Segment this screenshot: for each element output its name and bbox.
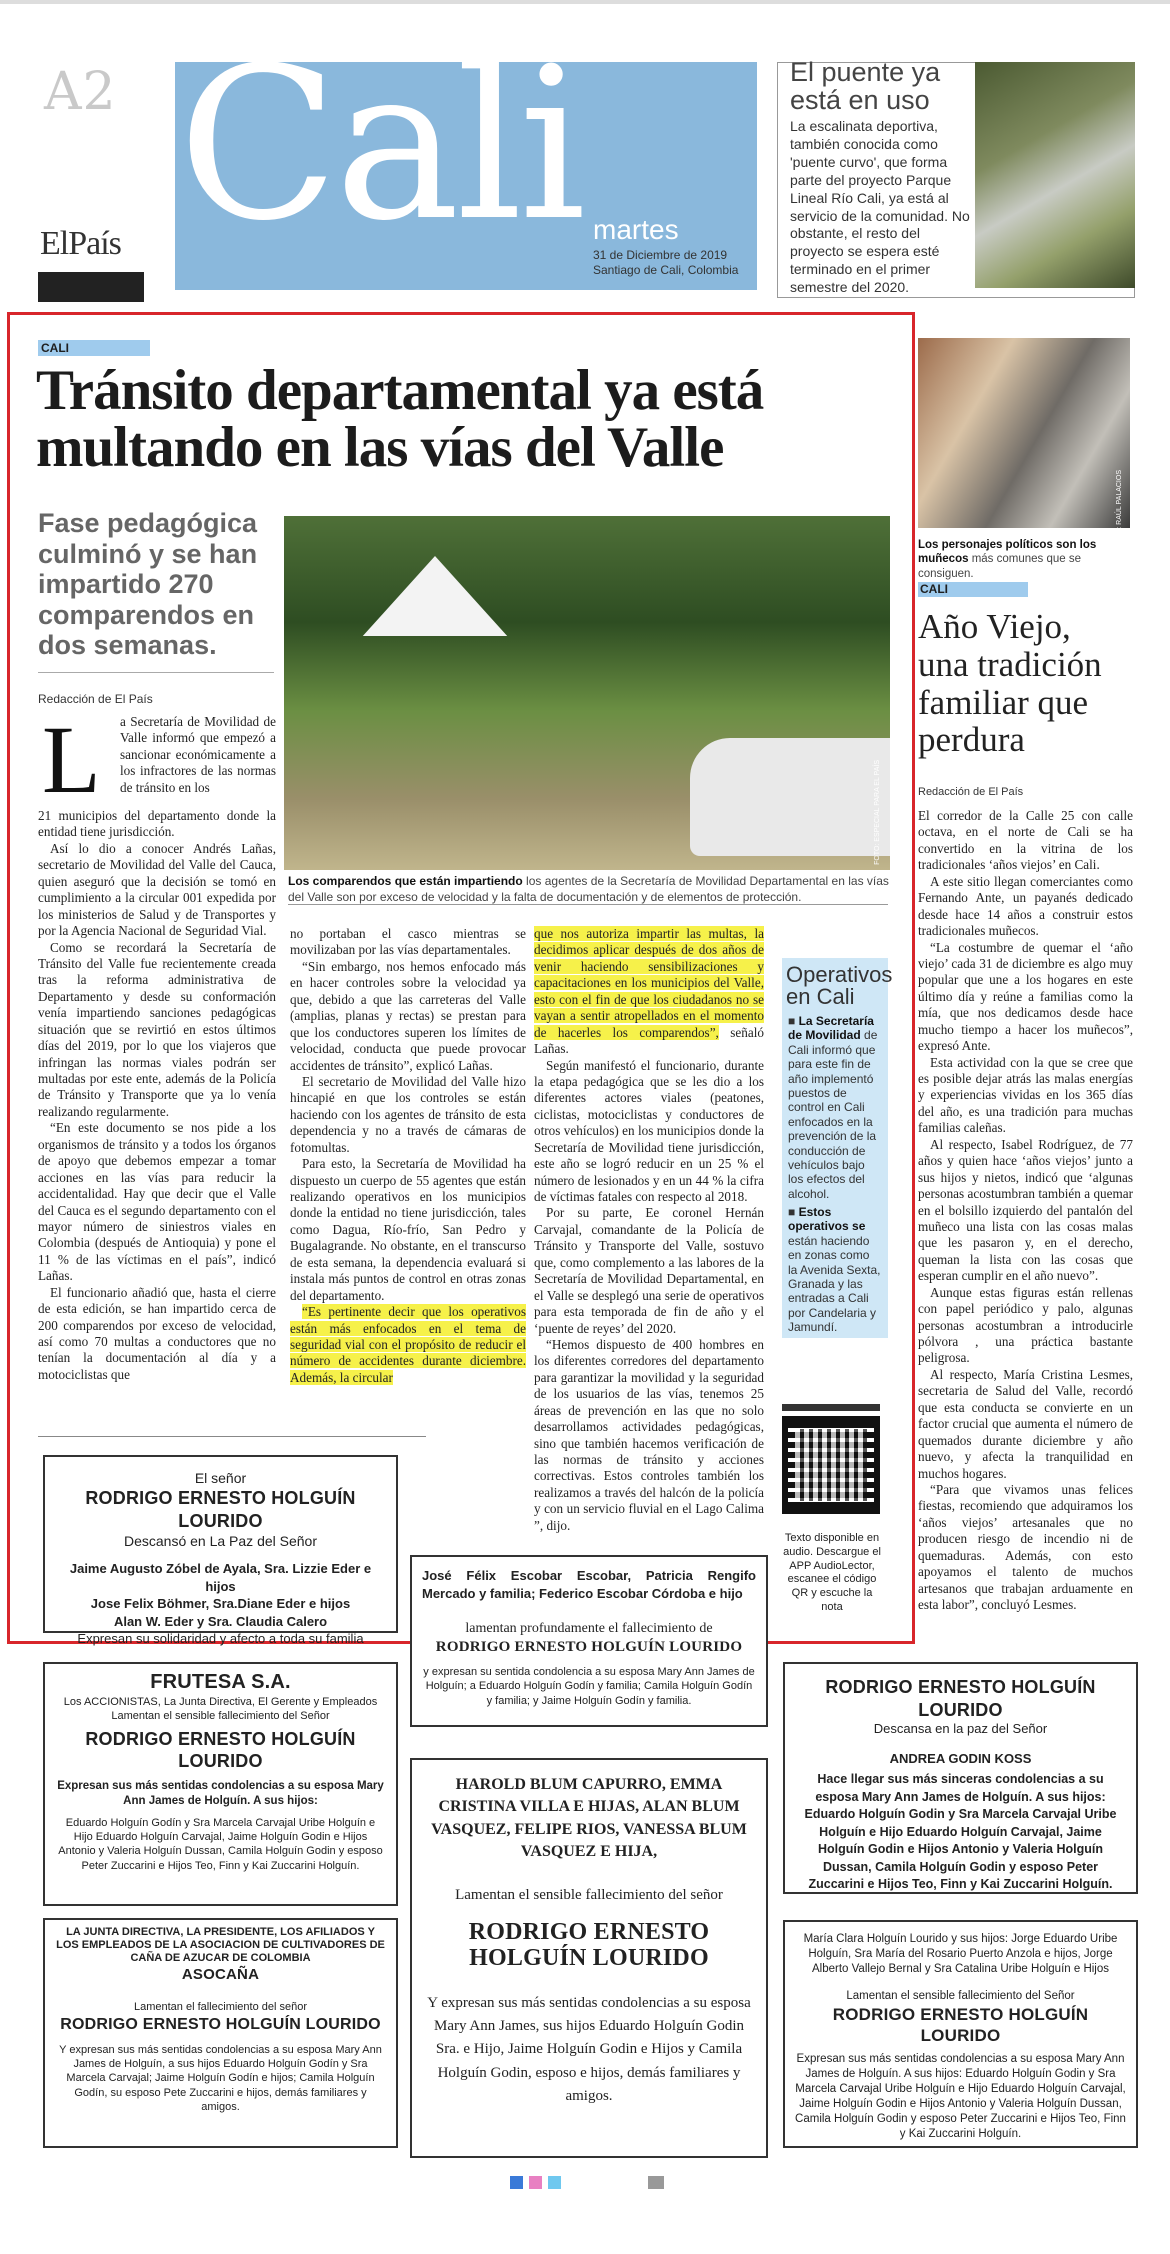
aside-title: Año Viejo, una tradición familiar que perdura [918, 607, 1102, 760]
obituary-notice [783, 1920, 1138, 2148]
page-number: A2 [44, 62, 117, 122]
obit-company: FRUTESA S.A. [150, 1671, 291, 1693]
qr-bar [782, 1404, 880, 1411]
obit-name: RODRIGO ERNESTO HOLGUÍN LOURIDO [435, 1639, 743, 1656]
obit-closing: Y expresan sus más sentidas condolencias a su esposa Mary Ann James de Holguín, a sus hijos Eduardo Holguín Godín y Sra Marcela Carvajal; Jaime Holguín Godín e hijos; Camila Holguín Godín, su esposo Pete Zuccarini e hijos, demás familiares y amigos. [59, 2043, 382, 2113]
paragraph: El corredor de la Calle 25 con calle octava, en el norte de Cali se ha convertido en la vitrina de los tradicionales ‘años viejos’ en Cali. [918, 808, 1133, 873]
color-mark-cyan [548, 2176, 561, 2189]
paragraph: Aunque estas figuras están rellenas con papel periódico y palo, algunas personas acostumbran a introducirle pólvora , una práctica bastante peligrosa. [918, 1284, 1133, 1366]
obit-signer: Jose Felix Böhmer, Sra.Diane Eder e hijos [90, 1596, 351, 1612]
obit-line: Lamentan el sensible fallecimiento del Señor [846, 1989, 1075, 2002]
obit-line: Descansa en la paz del Señor [873, 1721, 1048, 1736]
sidebar-item: ■ La Secretaría de Movilidad de Cali informó que para este fin de año implementó puestos de control en Cali enfocados en la prevención de la conducción de vehículos bajo los efectos del alcohol. [788, 1014, 878, 1201]
obituary-notice [783, 1662, 1138, 1894]
paragraph: Esta actividad con la que se cree que es posible dejar atrás las malas energías y experiencias vividas en los 365 días del año, es una tradición para muchas familias caleñas. [918, 1054, 1133, 1136]
sidebar-item-text: de Cali informó que para este fin de año implementó puestos de control en Cali enfocados en la prevención de la conducción de vehículos bajo los efectos del alcohol. [788, 1028, 878, 1201]
aside-tag: CALI [918, 582, 1028, 597]
paragraph: Para esto, la Secretaría de Movilidad ha dispuesto un cuerpo de 55 agentes que están realizando operativos en los municipios donde la entidad no tiene jurisdicción, tales como Dagua, Río-frío, San Pedro y Bugalagrande. No obstante, en el transcurso de esta semana, la dependencia evaluará si instala más puntos de control en otras zonas del departamento. [290, 1156, 526, 1303]
sidebar-title: Operativos en Cali [786, 962, 893, 1009]
paragraph: no portaban el casco mientras se movilizaban por las vías departamentales. [290, 926, 526, 958]
qr-pattern [795, 1429, 867, 1501]
bridge-photo [975, 62, 1135, 288]
obit-signer: Jaime Augusto Zóbel de Ayala, Sra. Lizzie Eder e hijos [69, 1561, 372, 1594]
obit-name: RODRIGO ERNESTO HOLGUÍN LOURIDO [825, 1677, 1096, 1720]
obit-closing: Expresan su solidaridad y afecto a toda su familia [77, 1630, 364, 1646]
sidebar-item-bold: La Secretaría de Movilidad [788, 1014, 874, 1043]
photo-caption [288, 874, 890, 905]
paragraph: “La costumbre de quemar el ‘año viejo’ cada 31 de diciembre es algo muy popular que une a los hogares en este último día y reúne a familias como la mía, que nos dedicamos desde hace mucho tiempo a hacer los muñecos”, expresó Ante. [918, 939, 1133, 1054]
paragraph: El funcionario añadió que, hasta el cierre de esta edición, se han impartido cerca de 200 comparendos por exceso de velocidad, así como 70 multas a conductores que no tenían la documentación al día y a motociclistas que [38, 1284, 276, 1382]
sidebar-item: ■ Estos operativos se están haciendo en zonas como la Avenida Sexta, Granada y las entradas a Cali por Candelaria y Jamundí. [788, 1205, 881, 1335]
aside-photo [918, 338, 1130, 528]
paragraph: 21 municipios del departamento donde la entidad tiene jurisdicción. [38, 808, 276, 840]
article-subhead: Fase pedagógica culminó y se han impartido 270 comparendos en dos semanas. [38, 508, 258, 660]
obit-intro: Los ACCIONISTAS, La Junta Directiva, El Gerente y Empleados [63, 1696, 378, 1708]
obituary-notice [43, 1918, 398, 2148]
paragraph: Así lo dio a conocer Andrés Lañas, secretario de Movilidad del Valle del Cauca, quien aseguró que la decisión se tomó en cumplimiento a la circular 001 expedida por los ministerios de Salud y de Transportes y por la Agencia Nacional de Seguridad Vial. [38, 840, 276, 939]
obituary-notice [43, 1455, 398, 1646]
banner-date [593, 248, 738, 278]
article-byline: Redacción de El País [38, 692, 153, 706]
highlighted-quote: que nos autoriza impartir las multas, la decidimos aplicar después de dos años de venir haciendo sensibilizaciones y capacitaciones en los municipios del Valle, esto con el fin de que los ciudadanos no se vayan a sentir atropellados en el momento de hacerles los comparendos”, [534, 926, 764, 1040]
obit-line: Descansó en La Paz del Señor [123, 1533, 317, 1550]
paragraph: El secretario de Movilidad del Valle hizo hincapié en que los controles se están haciendo con los agentes de tránsito de esta dependencia y no a través de cámaras de fotomultas. [290, 1073, 526, 1155]
obit-signers: José Félix Escobar Escobar, Patricia Rengifo Mercado y familia; Federico Escobar Córdoba e hijo [422, 1568, 756, 1601]
obit-closing-bold: Expresan sus más sentidas condolencias a su esposa Mary Ann James de Holguín. A sus hijos: [57, 1779, 384, 1808]
highlighted-quote: “Es pertinente decir que los operativos están más enfocados en el tema de seguridad vial con el propósito de reducir el número de accidentes durante diciembre. Además, la circular [290, 1304, 526, 1385]
aside-caption-rest: más comunes que se consiguen. [918, 553, 1082, 580]
article-lead: a Secretaría de Movilidad de Valle informó que empezó a sancionar económicamente a los infractores de las normas de tránsito en los [120, 714, 276, 795]
place-text: Santiago de Cali, Colombia [593, 263, 739, 277]
drop-cap: L [42, 706, 101, 813]
obit-intro: El señor [194, 1470, 247, 1486]
aside-photo-credit: FOTO: RAÚL PALACIOS [1116, 470, 1123, 549]
obit-signer: ANDREA GODIN KOSS [889, 1750, 1032, 1766]
obit-name: RODRIGO ERNESTO HOLGUÍN LOURIDO [85, 1488, 356, 1531]
color-mark-blue [510, 2176, 523, 2189]
caption-rest: los agentes de la Secretaría de Movilidad Departamental en las vías del Valle son por exceso de velocidad y la falta de documentación y de elementos de protección. [288, 874, 889, 904]
top-rule [0, 0, 1170, 4]
quote-attribution: señaló Lañas. [534, 1024, 764, 1057]
obit-line: Lamentan el fallecimiento del señor [133, 2001, 308, 2014]
obit-closing: y expresan su sentida condolencia a su esposa Mary Ann James de Holguín; a Eduardo Holguín Godín y familia; Camila Holguín Godín y familia; y Jaime Holguín Godín y familia. [423, 1666, 755, 1707]
paragraph: Como se recordará la Secretaría de Tránsito del Valle fue recientemente creada tras la reforma administrativa de Departamento y desde su conformación venía impartiendo sanciones pedagógicas situación que se revirtió en estos últimos días del 2019, por lo que los viajeros que infringan las normas viales podrán ser multadas por este ente, además de la Policía de Tránsito y Transporte que ya lo venía realizando regularmente. [38, 939, 276, 1119]
sidebar-item-text: están haciendo en zonas como la Avenida Sexta, Granada y las entradas a Cali por Candelaria y Jamundí. [788, 1233, 881, 1335]
obit-line: lamentan profundamente el fallecimiento de [465, 1621, 713, 1637]
paragraph [534, 926, 764, 1058]
obituary-notice [43, 1662, 398, 1906]
paragraph: Al respecto, María Cristina Lesmes, secretaria de Salud del Valle, recordó que esta conducta se convierte en un factor crucial que aumenta el número de quemados durante diciembre y año nuevo, y afecta la tranquilidad en muchos hogares. [918, 1366, 1133, 1481]
obit-closing: Expresan sus más sentidas condolencias a su esposa Mary Ann James de Holguín. A sus hijos: Eduardo Holguín Godin y Sra Marcela Carvajal Uribe Holguín e Hijo Eduardo Holguín Carvajal, Jaime Holguín Godin e Hijos Antonio y Valeria Holguín Dussan, Camila Holguín Godin y esposo Peter Zuccarini e Hijos Teo, Finn y Kai Zuccarini Holguín. [795, 2053, 1126, 2140]
brand-bar [38, 272, 144, 302]
obit-closing: Hace llegar sus más sinceras condolencias a su esposa Mary Ann James de Holguín. A sus hijos: Eduardo Holguín Godin y Sra Marcela Carvajal Uribe Holguín e Hijo Eduardo Holguín Carvajal, Jaime Holguín Godin e Hijos Antonio y Valeria Holguín Dussan, Camila Holguín Godin y esposo Peter Zuccarini e Hijos Teo, Finn y Kai Zuccarini Holguín. [804, 1772, 1117, 1892]
obit-intro: LA JUNTA DIRECTIVA, LA PRESIDENTE, LOS AFILIADOS Y LOS EMPLEADOS DE LA ASOCIACION DE CULTIVADORES DE CAÑA DE AZUCAR DE COLOMBIA [56, 1926, 385, 1965]
obit-signers: María Clara Holguín Lourido y sus hijos: Jorge Eduardo Uribe Holguín, Sra María del Rosario Puerto Anzola e hijos, Jorge Alberto Vallejo Bernal y Sra Catalina Uribe Holguín e Hijos [803, 1933, 1118, 1975]
obit-line: Lamentan el sensible fallecimiento del señor [455, 1886, 723, 1903]
teaser-title: El puente ya está en uso [790, 57, 941, 116]
obit-name: RODRIGO ERNESTO HOLGUÍN LOURIDO [832, 2004, 1089, 2045]
qr-text: Texto disponible en audio. Descargue el APP AudioLector, escanee el código QR y escuche la nota [783, 1532, 881, 1613]
obituary-notice [410, 1555, 768, 1727]
sidebar-item-bold: Estos operativos se [788, 1205, 866, 1234]
obit-name: RODRIGO ERNESTO HOLGUÍN LOURIDO [468, 1919, 710, 1972]
paragraph: “Hemos dispuesto de 400 hombres en los diferentes corredores del departamento para garantizar la movilidad y la seguridad de los usuarios de las vías, tenemos 25 áreas de prevención en las que no solo desarrollamos actividades pedagógicas, sino que también hacemos verificación de las normas de tránsito y acciones correctivas. Estos controles también los realizamos a través del halcón de la policía y con un servicio fluvial en el Lago Calima ”, dijo. [534, 1336, 764, 1533]
article-column-1 [38, 808, 276, 1383]
obit-line: Lamentan el sensible fallecimiento del Señor [111, 1710, 330, 1723]
obit-closing: Eduardo Holguín Godín y Sra Marcela Carvajal Uribe Holguín e Hijo Eduardo Holguín Carvajal, Jaime Holguín Godin e Hijos Antonio y Valeria Holguín Dussan, Camila Holguín Godin y esposo Peter Zuccarini e Hijos Teo, Finn y Kai Zuccarini Holguín. [58, 1816, 383, 1872]
obit-closing: Y expresan sus más sentidas condolencias a su esposa Mary Ann James, sus hijos Eduardo Holguín Godin Sra. e Hijo, Jaime Holguín Godin e Hijos y Camila Holguín Godin, esposo e hijos, demás familiares y amigos. [427, 1994, 751, 2104]
section-title: Cali [178, 22, 583, 267]
paragraph: Según manifestó el funcionario, durante la etapa pedagógica que se les dio a los diferentes actores viales (peatones, ciclistas, motociclistas y conductores de otros vehículos) en los municipios donde la Secretaría de Movilidad tiene jurisdicción, este año se logró reducir en un 25 % el número de lesionados y en un 44 % la cifra de víctimas fatales con respecto al 2018. [534, 1057, 764, 1204]
article-column-3 [534, 926, 764, 1534]
aside-body [918, 808, 1133, 1613]
paragraph: “Sin embargo, nos hemos enfocado más en hacer controles sobre la velocidad ya que, debido a que las carreteras del Valle (amplias, planas y rectas) se prestan para que los conductores superen los límites de velocidad, conducta que puede provocar accidentes de tránsito”, explicó Lañas. [290, 958, 526, 1073]
obit-name: RODRIGO ERNESTO HOLGUÍN LOURIDO [85, 1728, 356, 1772]
aside-byline: Redacción de El País [918, 786, 1024, 798]
paragraph [290, 1304, 526, 1386]
paragraph: Por su parte, Ee coronel Hernán Carvajal, comandante de la Policía de Tránsito y Transporte del Valle, sostuvo que, como complemento a las labores de la Secretaría de Movilidad Departamental, en el Valle se desplegó una serie de operativos para esta temporada de fin de año y el ‘puente de reyes’ del 2020. [534, 1205, 764, 1336]
caption-rule [288, 904, 888, 905]
article-column-2 [290, 926, 526, 1386]
obit-name: RODRIGO ERNESTO HOLGUÍN LOURIDO [60, 2015, 381, 2033]
paragraph: A este sitio llegan comerciantes como Fernando Ante, un payanés dedicado desde hace 14 años a construir estos tradicionales muñecos. [918, 873, 1133, 939]
print-color-marks [510, 2176, 561, 2189]
color-mark-pink [529, 2176, 542, 2189]
photo-credit: FOTO: ESPECIAL PARA EL PAÍS [874, 760, 881, 865]
aside-caption [918, 538, 1130, 581]
sidebar-box [782, 958, 893, 1338]
aside-caption-bold: Los personajes políticos son los muñecos [918, 539, 1097, 566]
obituary-notice [410, 1758, 768, 2158]
paragraph: “Para que vivamos unas felices fiestas, recomiendo que adquiramos los ‘años viejos’ artesanales que no producen riesgo de incendio ni de quemaduras. Además, con esto apoyamos el talento de muchos artesanos que trabajan arduamente en esta labor”, concluyó Lesmes. [918, 1481, 1133, 1612]
brand-logo: ElPaís [40, 225, 121, 262]
paragraph: “En este documento se nos pide a los organismos de tránsito y a todos los órganos de apoyo que debemos empezar a tomar acciones en las vías para reducir la accidentalidad. Hay que decir que el Valle del Cauca es el segundo departamento con el mayor número de siniestros viales en Colombia (después de Antioquia) y pone el 11 % de las víctimas en el país”, indicó Lañas. [38, 1120, 276, 1284]
teaser-text: La escalinata deportiva, también conocida como 'puente curvo', que forma parte del proyecto Parque Lineal Río Cali, ya está al servicio de la comunidad. No obstante, el resto del proyecto se espera esté terminado en el primer semestre del 2020. [790, 118, 970, 296]
obit-signers: HAROLD BLUM CAPURRO, EMMA CRISTINA VILLA E HIJAS, ALAN BLUM VASQUEZ, FELIPE RIOS, VANESSA BLUM VASQUEZ E HIJA, [431, 1776, 747, 1861]
date-text: 31 de Diciembre de 2019 [593, 248, 728, 262]
banner-day: martes [593, 214, 679, 245]
article-headline: Tránsito departamental ya está multando en las vías del Valle [36, 359, 764, 479]
obit-signer: Alan W. Eder y Sra. Claudia Calero [113, 1614, 328, 1630]
subhead-divider [38, 672, 274, 673]
section-tag: CALI [38, 340, 150, 356]
obit-org: ASOCAÑA [181, 1965, 260, 1983]
caption-bold: Los comparendos que están impartiendo [288, 874, 523, 888]
paragraph: Al respecto, Isabel Rodríguez, de 77 años y quien hace ‘años viejos’ junto a sus hijos y nietos, indicó que ‘algunas personas acostumbran también a quemar en el bolsillo izquierdo del pantalón del muñeco una lista con las cosas malas que les pasaron y, en el derecho, queman la lista con las cosas que esperan cumplir en el año nuevo”. [918, 1136, 1133, 1284]
car-shape [690, 738, 890, 856]
article-end-rule [38, 1436, 426, 1437]
color-mark-gray [648, 2176, 664, 2189]
